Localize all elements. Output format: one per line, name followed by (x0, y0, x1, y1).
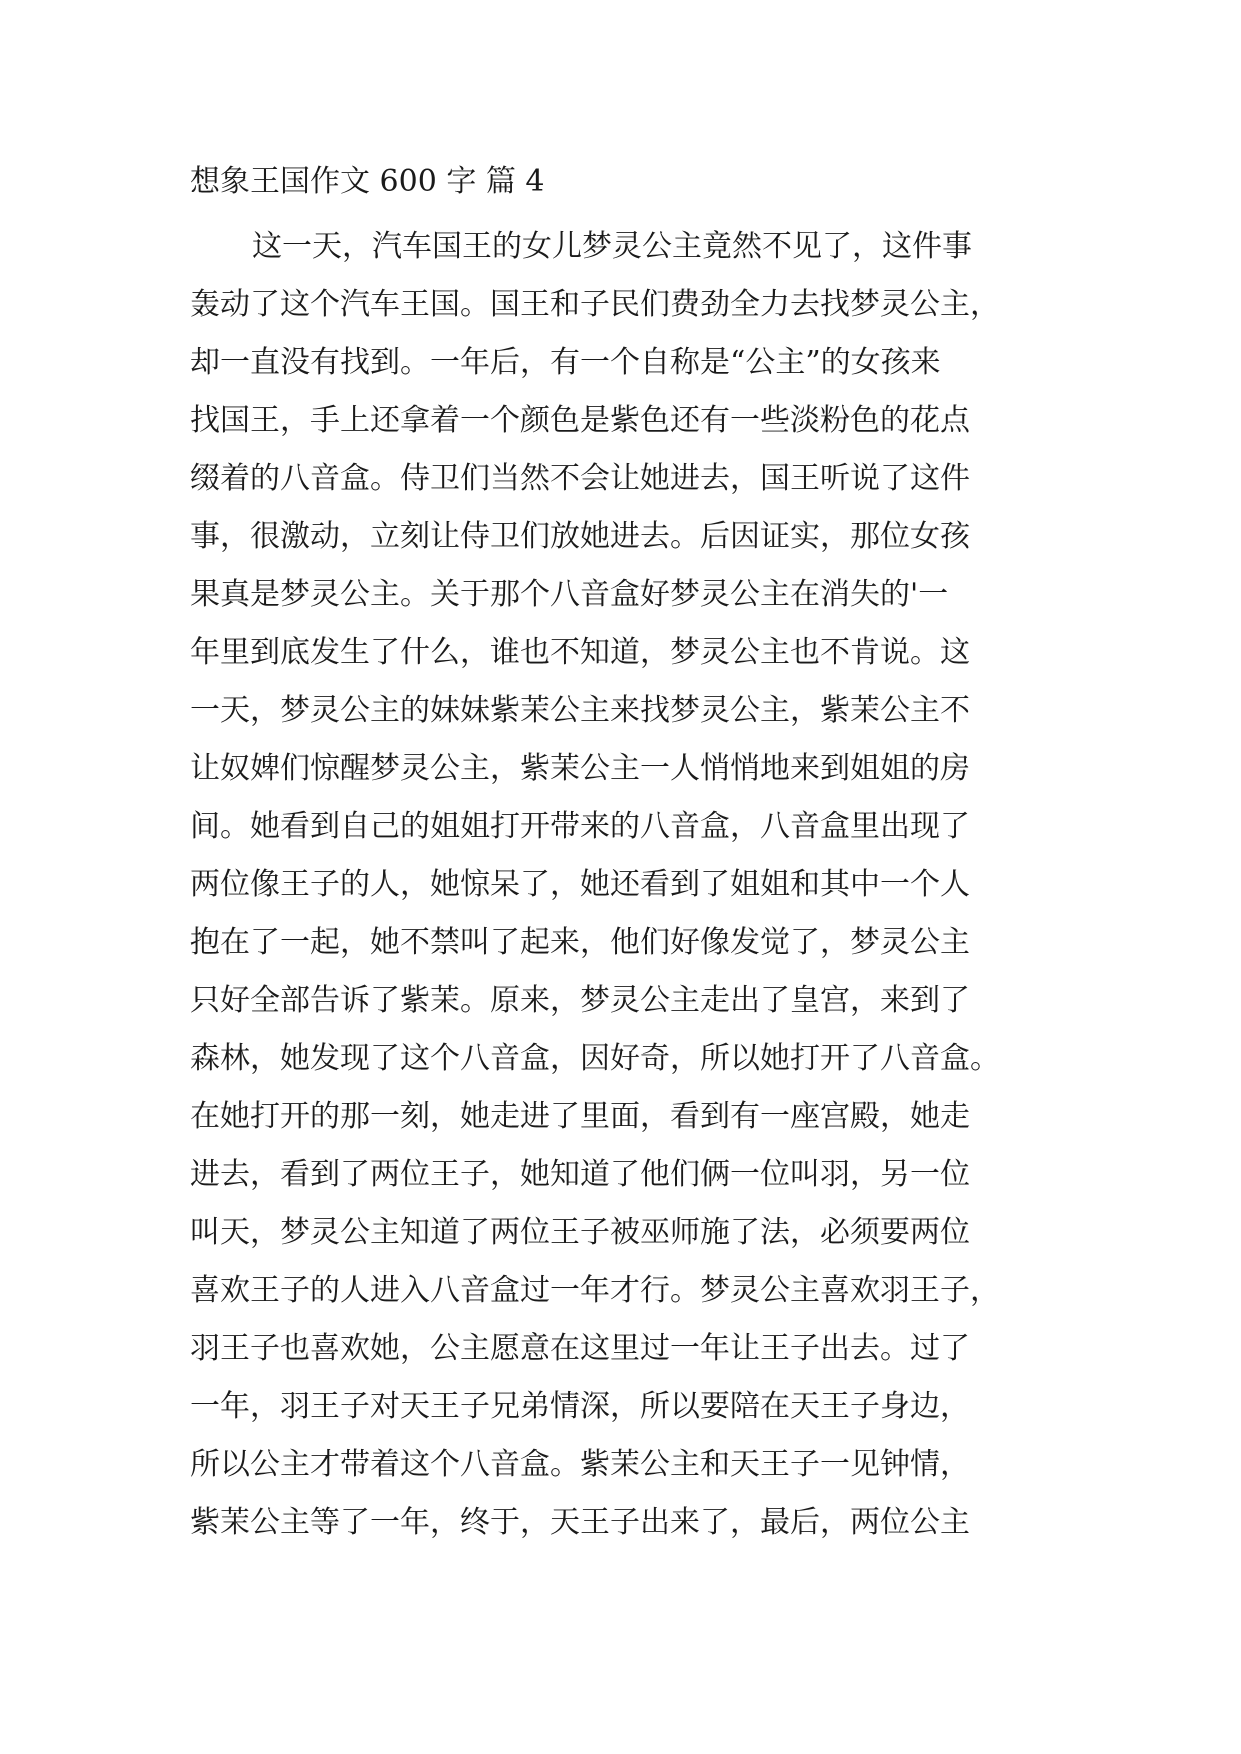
paragraph-line: 只好全部告诉了紫茉。原来，梦灵公主走出了皇宫，来到了 (190, 983, 970, 1018)
paragraph-line: 进去，看到了两位王子，她知道了他们俩一位叫羽，另一位 (190, 1157, 970, 1192)
paragraph-line: 羽王子也喜欢她，公主愿意在这里过一年让王子出去。过了 (190, 1331, 970, 1366)
paragraph-line: 事，很激动，立刻让侍卫们放她进去。后因证实，那位女孩 (190, 519, 970, 554)
paragraph-line: 两位像王子的人，她惊呆了，她还看到了姐姐和其中一个人 (190, 867, 970, 902)
paragraph-line: 所以公主才带着这个八音盒。紫茉公主和天王子一见钟情， (190, 1447, 970, 1482)
paragraph-line: 抱在了一起，她不禁叫了起来，他们好像发觉了，梦灵公主 (190, 925, 970, 960)
paragraph-line: 紫茉公主等了一年，终于，天王子出来了，最后，两位公主 (190, 1505, 970, 1540)
essay-body (190, 218, 1070, 1552)
paragraph-line: 间。她看到自己的姐姐打开带来的八音盒，八音盒里出现了 (190, 809, 970, 844)
paragraph-line: 轰动了这个汽车王国。国王和子民们费劲全力去找梦灵公主， (190, 287, 1000, 322)
paragraph-line: 缀着的八音盒。侍卫们当然不会让她进去，国王听说了这件 (190, 461, 970, 496)
paragraph-line: 却一直没有找到。一年后，有一个自称是“公主”的女孩来 (190, 345, 941, 380)
essay-title: 想象王国作文 600 字 篇 4 (190, 164, 545, 199)
paragraph-line: 果真是梦灵公主。关于那个八音盒好梦灵公主在消失的'一 (190, 577, 949, 612)
paragraph-line: 森林，她发现了这个八音盒，因好奇，所以她打开了八音盒。 (190, 1041, 1000, 1076)
paragraph-line: 找国王，手上还拿着一个颜色是紫色还有一些淡粉色的花点 (190, 403, 970, 438)
paragraph-line: 让奴婢们惊醒梦灵公主，紫茉公主一人悄悄地来到姐姐的房 (190, 751, 970, 786)
paragraph-line: 在她打开的那一刻，她走进了里面，看到有一座宫殿，她走 (190, 1099, 970, 1134)
paragraph-line: 这一天，汽车国王的女儿梦灵公主竟然不见了，这件事 (252, 229, 972, 264)
paragraph-line: 年里到底发生了什么，谁也不知道，梦灵公主也不肯说。这 (190, 635, 970, 670)
paragraph-line: 叫天，梦灵公主知道了两位王子被巫师施了法，必须要两位 (190, 1215, 970, 1250)
paragraph-line: 一天，梦灵公主的妹妹紫茉公主来找梦灵公主，紫茉公主不 (190, 693, 970, 728)
paragraph-line: 喜欢王子的人进入八音盒过一年才行。梦灵公主喜欢羽王子， (190, 1273, 1000, 1308)
paragraph-line: 一年，羽王子对天王子兄弟情深，所以要陪在天王子身边， (190, 1389, 970, 1424)
